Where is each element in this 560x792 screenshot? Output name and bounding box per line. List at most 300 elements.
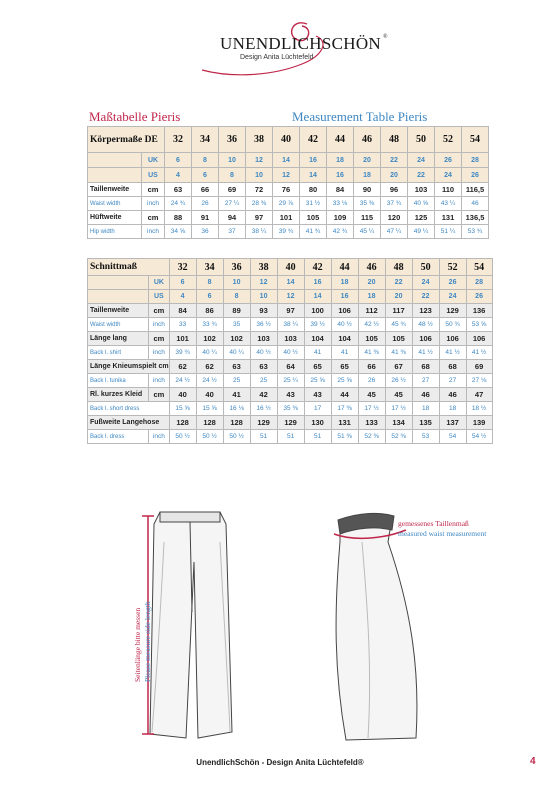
table-cell: 27 ⅛	[466, 374, 492, 388]
table-cell: 96	[381, 183, 408, 197]
table-cell: 102	[196, 332, 223, 346]
table-cell: 128	[196, 416, 223, 430]
table-cell: 97	[277, 304, 304, 318]
table-cell: 45	[358, 388, 385, 402]
table-cell: 116,5	[462, 183, 489, 197]
row-unit: inch	[142, 225, 165, 239]
table-cell: 101	[273, 211, 300, 225]
table-cell: 106	[412, 332, 439, 346]
size-de-cell: 42	[300, 127, 327, 153]
table-cell: 103	[250, 332, 277, 346]
table-cell: 103	[408, 183, 435, 197]
us-size-cell: 10	[246, 168, 273, 183]
table-cell: 28 ⅜	[246, 197, 273, 211]
table-cell: 24 ½	[196, 374, 223, 388]
uk-size-cell: 24	[408, 153, 435, 168]
table-cell: 43 ¼	[435, 197, 462, 211]
garment-measurement-table	[87, 258, 493, 444]
table-cell: 17 ⅜	[331, 402, 358, 416]
table-cell: 53 ¾	[462, 225, 489, 239]
side-length-label-en: Please measure side length	[143, 601, 152, 682]
table-cell: 41 ¾	[300, 225, 327, 239]
table-cell: 54 ½	[466, 430, 492, 444]
table-cell: 66	[192, 183, 219, 197]
table-cell: 128	[223, 416, 250, 430]
us-size-cell: 24	[439, 290, 466, 304]
table-cell: 31 ½	[300, 197, 327, 211]
uk-label: UK	[142, 153, 165, 168]
us-size-cell: 18	[358, 290, 385, 304]
uk-size-cell: 28	[466, 276, 492, 290]
size-de-cell: 50	[412, 259, 439, 276]
size-header-row	[88, 127, 489, 153]
table-row	[88, 416, 493, 430]
row-label: Back l. short dress	[88, 402, 170, 416]
table-cell: 125	[408, 211, 435, 225]
table-cell: 76	[273, 183, 300, 197]
table-cell: 54	[439, 430, 466, 444]
table-cell: 139	[466, 416, 492, 430]
size-de-cell: 36	[219, 127, 246, 153]
table-cell: 88	[165, 211, 192, 225]
us-size-cell: 20	[385, 290, 412, 304]
table-cell: 40 ¼	[223, 346, 250, 360]
side-length-label-de: Seitenlänge bitte messen	[133, 607, 142, 682]
us-size-cell: 18	[354, 168, 381, 183]
row-unit: cm	[149, 332, 169, 346]
uk-size-row	[88, 153, 489, 168]
us-size-cell: 12	[277, 290, 304, 304]
us-label: US	[149, 290, 169, 304]
table-cell: 41 ½	[466, 346, 492, 360]
table-cell: 105	[385, 332, 412, 346]
row-label: Taillenweite	[88, 183, 142, 197]
table-cell: 72	[246, 183, 273, 197]
table-cell: 117	[385, 304, 412, 318]
table-cell: 33 ⅛	[327, 197, 354, 211]
table-cell: 69	[219, 183, 246, 197]
table-cell: 69	[466, 360, 492, 374]
us-size-cell: 22	[408, 168, 435, 183]
table-cell: 40 ½	[331, 318, 358, 332]
us-size-row	[88, 290, 493, 304]
table-cell: 51 ¼	[435, 225, 462, 239]
table-header-label: Körpermaße DE	[88, 127, 165, 153]
table-cell: 109	[327, 211, 354, 225]
table-cell: 44	[331, 388, 358, 402]
table-cell: 128	[169, 416, 196, 430]
table-cell: 42 ½	[358, 318, 385, 332]
waist-label-en: measured waist measurement	[398, 529, 487, 538]
table-cell: 40	[196, 388, 223, 402]
table-cell: 47	[466, 388, 492, 402]
uk-size-cell: 12	[250, 276, 277, 290]
uk-size-cell: 6	[169, 276, 196, 290]
table-cell: 63	[165, 183, 192, 197]
size-de-cell: 34	[192, 127, 219, 153]
table-cell: 129	[250, 416, 277, 430]
table-cell: 40 ½	[277, 346, 304, 360]
us-size-cell: 26	[466, 290, 492, 304]
table-cell: 38 ¼	[277, 318, 304, 332]
table-cell: 100	[304, 304, 331, 318]
trouser-illustration	[120, 502, 487, 752]
table-cell: 102	[223, 332, 250, 346]
uk-size-cell: 12	[246, 153, 273, 168]
table-cell: 135	[412, 416, 439, 430]
table-cell: 35	[223, 318, 250, 332]
table-cell: 93	[250, 304, 277, 318]
table-cell: 65	[331, 360, 358, 374]
page-number: 4	[530, 756, 536, 767]
uk-size-cell: 14	[273, 153, 300, 168]
table-cell: 48 ½	[412, 318, 439, 332]
table-row	[88, 197, 489, 211]
row-unit: inch	[142, 197, 165, 211]
table-cell: 37	[219, 225, 246, 239]
table-cell: 45	[385, 388, 412, 402]
row-unit: inch	[149, 430, 169, 444]
table-cell: 17	[304, 402, 331, 416]
table-cell: 68	[412, 360, 439, 374]
table-cell: 134	[385, 416, 412, 430]
row-label: Länge Knieumspielt cm	[88, 360, 170, 374]
table-cell: 136,5	[462, 211, 489, 225]
size-de-cell: 54	[462, 127, 489, 153]
us-size-cell: 12	[273, 168, 300, 183]
table-cell: 91	[192, 211, 219, 225]
table-cell: 25	[223, 374, 250, 388]
table-cell: 33	[169, 318, 196, 332]
size-de-cell: 52	[439, 259, 466, 276]
table-cell: 35 ⅜	[354, 197, 381, 211]
table-cell: 63	[250, 360, 277, 374]
us-size-cell: 6	[192, 168, 219, 183]
row-unit: inch	[149, 346, 169, 360]
table-row	[88, 332, 493, 346]
size-de-cell: 42	[304, 259, 331, 276]
page-footer: UnendlichSchön - Design Anita Lüchtefeld®	[196, 758, 364, 767]
row-label: Hip width	[88, 225, 142, 239]
table-row	[88, 430, 493, 444]
table-cell: 17 ½	[385, 402, 412, 416]
table-cell: 50 ¾	[439, 318, 466, 332]
uk-size-cell: 22	[385, 276, 412, 290]
table-cell: 26 ½	[385, 374, 412, 388]
table-cell: 49 ¼	[408, 225, 435, 239]
uk-size-cell: 10	[219, 153, 246, 168]
table-cell: 63	[223, 360, 250, 374]
table-cell: 106	[466, 332, 492, 346]
table-cell: 137	[439, 416, 466, 430]
uk-size-cell: 8	[196, 276, 223, 290]
uk-size-cell: 6	[165, 153, 192, 168]
table-cell: 106	[331, 304, 358, 318]
table-cell: 80	[300, 183, 327, 197]
uk-size-cell: 14	[277, 276, 304, 290]
table-cell: 41 ½	[439, 346, 466, 360]
uk-size-cell: 20	[354, 153, 381, 168]
row-label: Fußweite Langehose	[88, 416, 170, 430]
row-label: Länge lang	[88, 332, 149, 346]
size-de-cell: 52	[435, 127, 462, 153]
table-cell: 18	[412, 402, 439, 416]
table-cell: 25	[250, 374, 277, 388]
table-row	[88, 402, 493, 416]
table-cell: 40	[169, 388, 196, 402]
table-cell: 26	[358, 374, 385, 388]
blank-cell	[88, 290, 149, 304]
size-de-cell: 44	[327, 127, 354, 153]
table-cell: 27	[439, 374, 466, 388]
table-cell: 136	[466, 304, 492, 318]
table-cell: 64	[277, 360, 304, 374]
row-unit: inch	[149, 318, 169, 332]
blank-cell	[88, 153, 142, 168]
table-row	[88, 225, 489, 239]
us-size-cell: 6	[196, 290, 223, 304]
us-size-cell: 16	[327, 168, 354, 183]
table-cell: 16 ½	[250, 402, 277, 416]
table-cell: 41	[304, 346, 331, 360]
table-cell: 105	[300, 211, 327, 225]
table-cell: 50 ½	[223, 430, 250, 444]
size-de-cell: 46	[354, 127, 381, 153]
table-cell: 43	[304, 388, 331, 402]
row-label: Taillenweite	[88, 304, 149, 318]
uk-size-row	[88, 276, 493, 290]
table-cell: 84	[169, 304, 196, 318]
table-cell: 45 ¾	[385, 318, 412, 332]
table-cell: 131	[435, 211, 462, 225]
table-cell: 24 ½	[169, 374, 196, 388]
table-cell: 41	[223, 388, 250, 402]
table-cell: 25 ¼	[277, 374, 304, 388]
table-cell: 62	[169, 360, 196, 374]
row-unit: cm	[142, 183, 165, 197]
blank-cell	[88, 276, 149, 290]
table-cell: 18 ½	[466, 402, 492, 416]
table-cell: 41 ⅜	[358, 346, 385, 360]
trousers-front-drawing	[150, 512, 232, 738]
table-cell: 52 ⅜	[358, 430, 385, 444]
table-cell: 53 ⅝	[466, 318, 492, 332]
us-size-cell: 10	[250, 290, 277, 304]
table-cell: 86	[196, 304, 223, 318]
table-cell: 110	[435, 183, 462, 197]
table-cell: 26	[192, 197, 219, 211]
row-label: Back l. shirt	[88, 346, 149, 360]
table-cell: 46	[412, 388, 439, 402]
size-de-cell: 38	[246, 127, 273, 153]
table-cell: 34 ⅝	[165, 225, 192, 239]
table-cell: 50 ½	[169, 430, 196, 444]
table-row	[88, 374, 493, 388]
size-de-cell: 40	[277, 259, 304, 276]
us-size-cell: 26	[462, 168, 489, 183]
table-cell: 41	[331, 346, 358, 360]
table-cell: 106	[439, 332, 466, 346]
row-label: Waist width	[88, 318, 149, 332]
table-cell: 43	[277, 388, 304, 402]
table-cell: 51	[250, 430, 277, 444]
table-cell: 130	[304, 416, 331, 430]
size-de-cell: 40	[273, 127, 300, 153]
table-cell: 65	[304, 360, 331, 374]
table-cell: 36	[192, 225, 219, 239]
table-cell: 46	[462, 197, 489, 211]
table-row	[88, 318, 493, 332]
table-cell: 90	[354, 183, 381, 197]
size-de-cell: 34	[196, 259, 223, 276]
table-cell: 133	[358, 416, 385, 430]
uk-size-cell: 22	[381, 153, 408, 168]
uk-size-cell: 26	[435, 153, 462, 168]
us-size-cell: 16	[331, 290, 358, 304]
uk-size-cell: 16	[300, 153, 327, 168]
table-cell: 16 ⅛	[223, 402, 250, 416]
table-cell: 115	[354, 211, 381, 225]
table-cell: 35 ⅜	[277, 402, 304, 416]
table-cell: 41 ⅜	[385, 346, 412, 360]
us-size-cell: 14	[300, 168, 327, 183]
table-cell: 37 ¾	[381, 197, 408, 211]
us-size-cell: 24	[435, 168, 462, 183]
row-label: Hüftweite	[88, 211, 142, 225]
title-german: Maßtabelle Pieris	[89, 109, 181, 124]
blank-cell	[88, 168, 142, 183]
table-cell: 51 ⅜	[331, 430, 358, 444]
size-de-cell: 36	[223, 259, 250, 276]
size-de-cell: 32	[169, 259, 196, 276]
us-size-cell: 20	[381, 168, 408, 183]
size-de-cell: 46	[358, 259, 385, 276]
trousers-side-drawing	[336, 513, 417, 740]
uk-size-cell: 26	[439, 276, 466, 290]
table-cell: 24 ¾	[165, 197, 192, 211]
table-cell: 27 ¼	[219, 197, 246, 211]
table-cell: 104	[304, 332, 331, 346]
table-cell: 15 ⅝	[169, 402, 196, 416]
table-cell: 123	[412, 304, 439, 318]
table-cell: 27	[412, 374, 439, 388]
table-cell: 39 ½	[304, 318, 331, 332]
logo-wordmark: UNENDLICHSCHÖN ®	[220, 34, 388, 53]
title-english: Measurement Table Pieris	[292, 109, 428, 124]
us-size-cell: 22	[412, 290, 439, 304]
table-cell: 39 ¾	[169, 346, 196, 360]
table-cell: 112	[358, 304, 385, 318]
size-de-cell: 50	[408, 127, 435, 153]
uk-size-cell: 18	[331, 276, 358, 290]
row-label: Waist width	[88, 197, 142, 211]
table-cell: 53	[412, 430, 439, 444]
body-measurement-table	[87, 126, 489, 239]
table-cell: 62	[196, 360, 223, 374]
table-cell: 40 ⅝	[408, 197, 435, 211]
table-cell: 84	[327, 183, 354, 197]
us-size-cell: 8	[223, 290, 250, 304]
us-size-row	[88, 168, 489, 183]
table-cell: 38 ¼	[246, 225, 273, 239]
size-de-cell: 38	[250, 259, 277, 276]
table-cell: 47 ¼	[381, 225, 408, 239]
table-cell: 45 ¼	[354, 225, 381, 239]
table-cell: 67	[385, 360, 412, 374]
us-label: US	[142, 168, 165, 183]
table-cell: 94	[219, 211, 246, 225]
table-cell: 103	[277, 332, 304, 346]
table-cell: 51	[277, 430, 304, 444]
size-de-cell: 48	[381, 127, 408, 153]
table-cell: 131	[331, 416, 358, 430]
table-row	[88, 360, 493, 374]
row-unit: inch	[149, 374, 169, 388]
table-cell: 42 ¾	[327, 225, 354, 239]
table-cell: 41 ½	[412, 346, 439, 360]
row-unit: cm	[142, 211, 165, 225]
size-de-cell: 48	[385, 259, 412, 276]
table-header-label: Schnittmaß	[88, 259, 170, 276]
table-cell: 42	[250, 388, 277, 402]
uk-size-cell: 16	[304, 276, 331, 290]
us-size-cell: 4	[165, 168, 192, 183]
table-cell: 46	[439, 388, 466, 402]
uk-size-cell: 24	[412, 276, 439, 290]
table-cell: 89	[223, 304, 250, 318]
size-de-cell: 44	[331, 259, 358, 276]
us-size-cell: 14	[304, 290, 331, 304]
table-cell: 52 ⅜	[385, 430, 412, 444]
logo-subtitle: Design Anita Lüchtefeld	[240, 54, 314, 61]
brand-logo	[212, 18, 388, 88]
table-cell: 25 ⅝	[304, 374, 331, 388]
table-row	[88, 211, 489, 225]
row-label: Back l. dress	[88, 430, 149, 444]
us-size-cell: 8	[219, 168, 246, 183]
table-cell: 51	[304, 430, 331, 444]
uk-label: UK	[149, 276, 169, 290]
table-cell: 33 ¾	[196, 318, 223, 332]
table-row	[88, 346, 493, 360]
table-cell: 36 ½	[250, 318, 277, 332]
table-cell: 104	[331, 332, 358, 346]
table-cell: 129	[277, 416, 304, 430]
table-cell: 120	[381, 211, 408, 225]
row-unit: cm	[149, 304, 169, 318]
row-label: Back l. tunika	[88, 374, 149, 388]
table-cell: 66	[358, 360, 385, 374]
row-label: Rl. kurzes Kleid	[88, 388, 149, 402]
row-unit: cm	[149, 388, 169, 402]
table-row	[88, 304, 493, 318]
table-cell: 25 ⅝	[331, 374, 358, 388]
table-cell: 15 ⅝	[196, 402, 223, 416]
table-cell: 18	[439, 402, 466, 416]
table-cell: 68	[439, 360, 466, 374]
table-row	[88, 388, 493, 402]
table-row	[88, 183, 489, 197]
us-size-cell: 4	[169, 290, 196, 304]
table-cell: 105	[358, 332, 385, 346]
uk-size-cell: 18	[327, 153, 354, 168]
table-cell: 40 ¼	[196, 346, 223, 360]
size-de-cell: 32	[165, 127, 192, 153]
table-cell: 50 ½	[196, 430, 223, 444]
table-cell: 97	[246, 211, 273, 225]
table-cell: 39 ¾	[273, 225, 300, 239]
size-header-row	[88, 259, 493, 276]
